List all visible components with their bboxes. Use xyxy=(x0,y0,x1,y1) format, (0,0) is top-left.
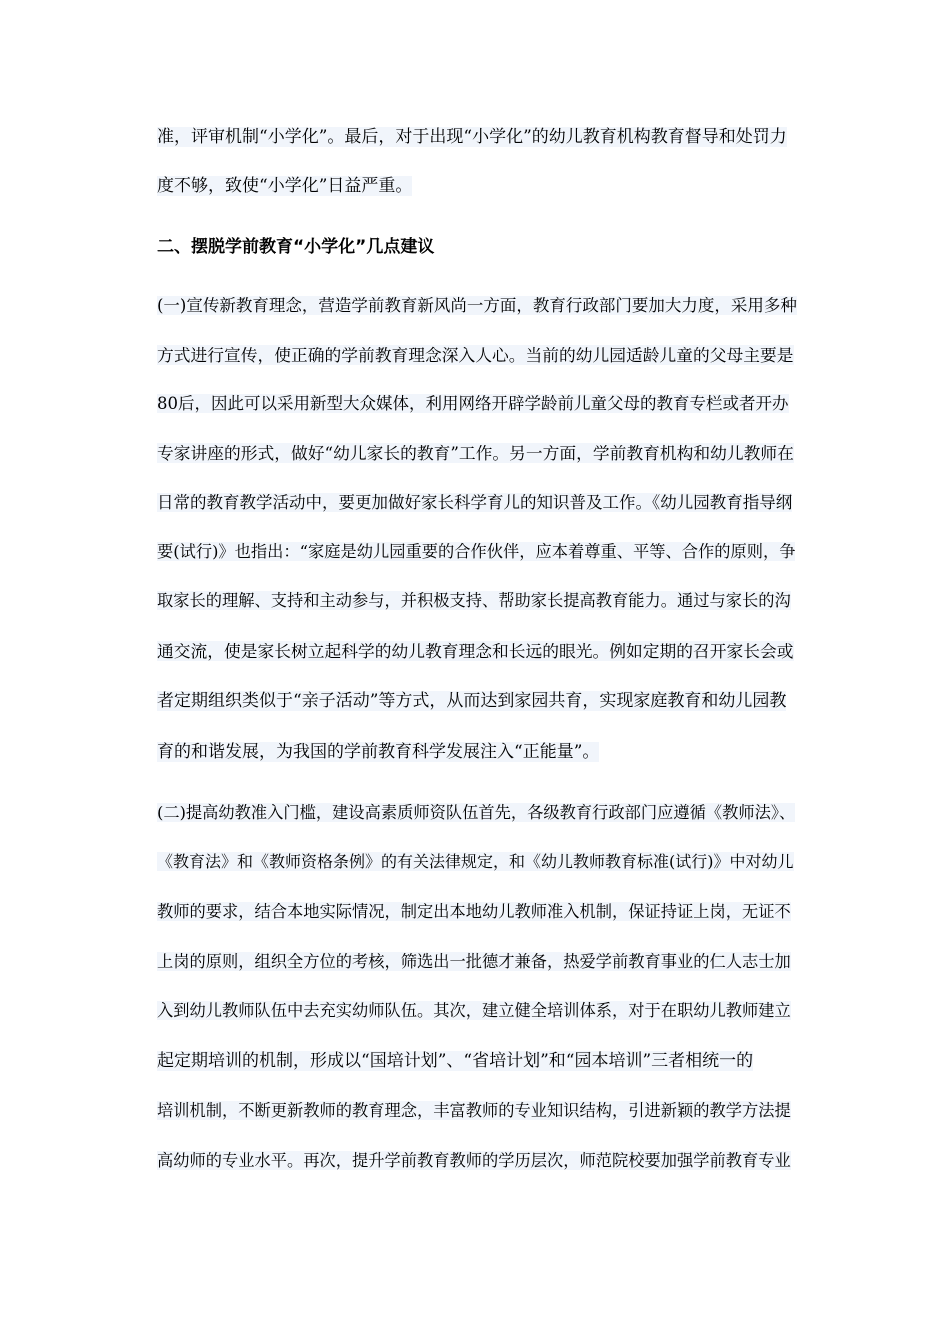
text-line xyxy=(157,634,797,668)
text-line-content: 日常的教育教学活动中，要更加做好家长科学育儿的知识普及工作。《幼儿园教育指导纲 xyxy=(157,493,793,512)
text-line-content: 度不够，致使“小学化”日益严重。 xyxy=(157,176,413,196)
text-line xyxy=(157,1094,797,1128)
text-line-content: 上岗的原则，组织全方位的考核，筛选出一批德才兼备，热爱学前教育事业的仁人志士加 xyxy=(157,952,791,971)
text-line xyxy=(157,845,797,879)
text-line-content: 起定期培训的机制，形成以“国培计划”、“省培计划”和“园本培训”三者相统一的 xyxy=(157,1051,754,1071)
text-line-content: 《教育法》和《教师资格条例》的有关法律规定，和《幼儿教师教育标准(试行)》中对幼儿 xyxy=(157,852,794,871)
text-line xyxy=(157,289,797,323)
text-line xyxy=(157,387,797,421)
text-line xyxy=(157,584,797,618)
text-line-content: 育的和谐发展，为我国的学前教育科学发展注入“正能量”。 xyxy=(157,742,600,762)
text-line-content: 准，评审机制“小学化”。最后，对于出现“小学化”的幼儿教育机构教育督导和处罚力 xyxy=(157,127,787,147)
text-line xyxy=(157,436,797,470)
text-line-content: 教师的要求，结合本地实际情况，制定出本地幼儿教师准入机制，保证持证上岗，无证不 xyxy=(157,902,791,921)
text-line-content: 方式进行宣传，使正确的学前教育理念深入人心。当前的幼儿园适龄儿童的父母主要是 xyxy=(157,345,794,365)
text-line xyxy=(157,994,797,1028)
text-line xyxy=(157,1144,797,1178)
text-line-content: 培训机制，不断更新教师的教育理念，丰富教师的专业知识结构，引进新颖的教学方法提 xyxy=(157,1101,791,1120)
text-line xyxy=(157,486,797,520)
text-line-content: 通交流，使是家长树立起科学的幼儿教育理念和长远的眼光。例如定期的召开家长会或 xyxy=(157,641,794,661)
text-line-content: 80后，因此可以采用新型大众媒体，利用网络开辟学龄前儿童父母的教育专栏或者开办 xyxy=(157,394,789,413)
text-line-content: 专家讲座的形式，做好“幼儿家长的教育”工作。另一方面，学前教育机构和幼儿教师在 xyxy=(157,443,794,463)
text-line xyxy=(157,120,797,154)
text-line-content: 者定期组织类似于“亲子活动”等方式，从而达到家园共育，实现家庭教育和幼儿园教 xyxy=(157,691,787,711)
section-heading-text: 二、摆脱学前教育“小学化”几点建议 xyxy=(157,237,435,257)
text-line xyxy=(157,535,797,569)
text-line xyxy=(157,945,797,979)
text-line xyxy=(157,1044,797,1078)
text-line xyxy=(157,684,797,718)
text-line-content: 入到幼儿教师队伍中去充实幼师队伍。其次，建立健全培训体系，对于在职幼儿教师建立 xyxy=(157,1001,791,1020)
text-line xyxy=(157,338,797,372)
text-line-content: 要(试行)》也指出：“家庭是幼儿园重要的合作伙伴，应本着尊重、平等、合作的原则，争 xyxy=(157,542,796,561)
text-line-content: (二)提高幼教准入门槛，建设高素质师资队伍首先，各级教育行政部门应遵循《教师法》、 xyxy=(157,803,796,822)
text-line-content: 高幼师的专业水平。再次，提升学前教育教师的学历层次，师范院校要加强学前教育专业 xyxy=(157,1151,791,1170)
section-heading xyxy=(157,230,797,264)
text-line xyxy=(157,895,797,929)
text-line-content: 取家长的理解、支持和主动参与，并积极支持、帮助家长提高教育能力。通过与家长的沟 xyxy=(157,591,791,610)
text-line-content: (一)宣传新教育理念，营造学前教育新风尚一方面，教育行政部门要加大力度，采用多种 xyxy=(157,296,797,315)
text-line xyxy=(157,169,797,203)
text-line xyxy=(157,796,797,830)
text-line xyxy=(157,735,797,769)
